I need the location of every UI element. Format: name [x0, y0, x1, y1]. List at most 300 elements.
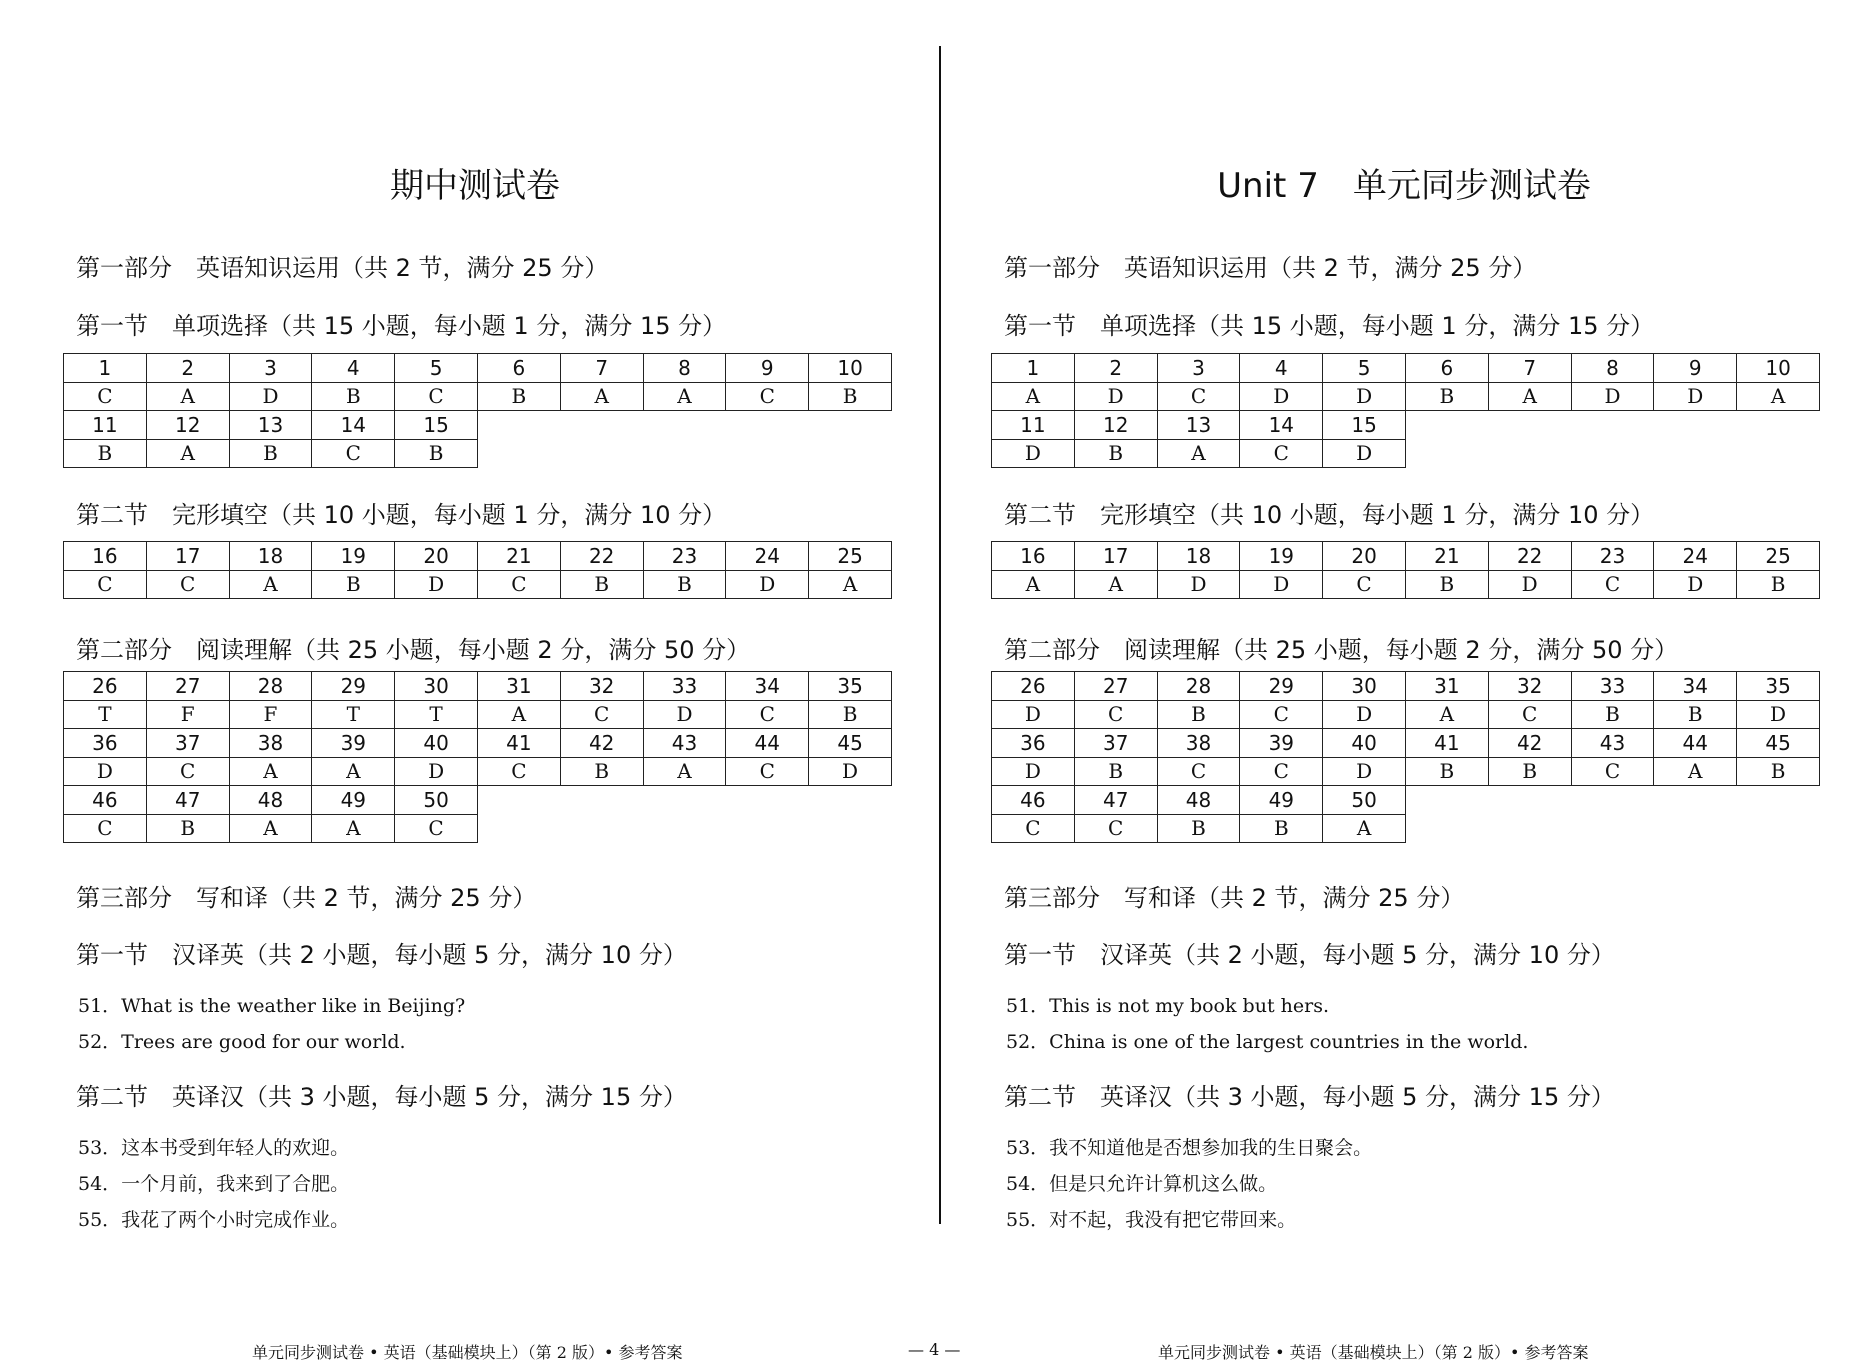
answer-cell: B	[312, 382, 395, 411]
answer-cell: C	[477, 757, 560, 786]
question-number-cell: 5	[395, 354, 478, 383]
page-title: 期中测试卷	[390, 166, 560, 206]
empty-cell	[477, 411, 560, 440]
question-number-cell: 6	[477, 354, 560, 383]
empty-cell	[1405, 786, 1488, 815]
footer-left-text: 单元同步测试卷 • 英语（基础模块上）（第 2 版）• 参考答案	[252, 1343, 683, 1362]
answer-cell: B	[1405, 757, 1488, 786]
empty-cell	[809, 786, 892, 815]
answer-cell: A	[992, 382, 1075, 411]
part1-heading: 第一部分 英语知识运用（共 2 节，满分 25 分）	[76, 254, 609, 282]
answer-cell: D	[1323, 439, 1406, 468]
answer-cell: T	[64, 700, 147, 729]
question-number-cell: 13	[229, 411, 312, 440]
answer-cell: T	[395, 700, 478, 729]
question-number-cell: 25	[1737, 542, 1820, 571]
question-number-cell: 44	[1654, 729, 1737, 758]
question-number-cell: 37	[1074, 729, 1157, 758]
answer-cell: D	[1571, 382, 1654, 411]
question-number-cell: 40	[1323, 729, 1406, 758]
question-number-cell: 5	[1323, 354, 1406, 383]
question-number-cell: 3	[229, 354, 312, 383]
question-number-row	[64, 542, 892, 571]
answer-cell: D	[64, 757, 147, 786]
question-number-cell: 35	[809, 672, 892, 701]
answer-cell: B	[809, 700, 892, 729]
empty-cell	[1654, 411, 1737, 440]
part1-section1-heading: 第一节 单项选择（共 15 小题，每小题 1 分，满分 15 分）	[1004, 312, 1655, 340]
question-number-cell: 17	[1074, 542, 1157, 571]
question-number-cell: 2	[1074, 354, 1157, 383]
answer-cell: C	[64, 382, 147, 411]
answer-cell: C	[726, 382, 809, 411]
answer-54: 54．但是只允许计算机这么做。	[1006, 1173, 1278, 1195]
answer-cell: D	[395, 570, 478, 599]
empty-cell	[560, 439, 643, 468]
answer-cell: A	[229, 757, 312, 786]
question-number-cell: 32	[560, 672, 643, 701]
question-number-cell: 11	[992, 411, 1075, 440]
question-number-cell: 18	[1157, 542, 1240, 571]
empty-cell	[1571, 814, 1654, 843]
answer-52: 52．China is one of the largest countries in the world.	[1006, 1031, 1529, 1053]
answer-cell: C	[64, 570, 147, 599]
question-number-row	[64, 354, 892, 383]
empty-cell	[809, 439, 892, 468]
question-number-cell: 6	[1405, 354, 1488, 383]
answer-grid-2	[991, 541, 1820, 599]
answer-row	[64, 757, 892, 786]
question-number-cell: 46	[992, 786, 1075, 815]
question-number-cell: 15	[1323, 411, 1406, 440]
answer-cell: B	[1074, 757, 1157, 786]
question-number-cell: 8	[1571, 354, 1654, 383]
part3-heading: 第三部分 写和译（共 2 节，满分 25 分）	[1004, 884, 1465, 912]
answer-cell: A	[1737, 382, 1820, 411]
answer-cell: C	[992, 814, 1075, 843]
empty-cell	[1488, 411, 1571, 440]
question-number-cell: 22	[560, 542, 643, 571]
answer-cell: D	[1157, 570, 1240, 599]
question-number-cell: 33	[1571, 672, 1654, 701]
left-column	[0, 0, 936, 1361]
answer-cell: D	[992, 439, 1075, 468]
part3-section2-heading: 第二节 英译汉（共 3 小题，每小题 5 分，满分 15 分）	[76, 1083, 687, 1111]
question-number-cell: 27	[146, 672, 229, 701]
answer-cell: C	[64, 814, 147, 843]
answer-cell: A	[477, 700, 560, 729]
answer-row	[64, 382, 892, 411]
answer-54: 54．一个月前，我来到了合肥。	[78, 1173, 350, 1195]
part1-section2-heading: 第二节 完形填空（共 10 小题，每小题 1 分，满分 10 分）	[1004, 501, 1655, 529]
answer-cell: C	[146, 570, 229, 599]
answer-cell: B	[312, 570, 395, 599]
question-number-cell: 22	[1488, 542, 1571, 571]
answer-row	[64, 570, 892, 599]
question-number-cell: 19	[1240, 542, 1323, 571]
empty-cell	[1654, 439, 1737, 468]
answer-grid-3	[991, 671, 1820, 843]
answer-cell: C	[1488, 700, 1571, 729]
empty-cell	[1571, 786, 1654, 815]
answer-cell: D	[809, 757, 892, 786]
question-number-cell: 21	[477, 542, 560, 571]
answer-cell: D	[1323, 757, 1406, 786]
empty-cell	[560, 814, 643, 843]
answer-cell: D	[1074, 382, 1157, 411]
answer-cell: B	[1405, 382, 1488, 411]
answer-cell: B	[395, 439, 478, 468]
question-number-cell: 36	[64, 729, 147, 758]
question-number-cell: 49	[312, 786, 395, 815]
question-number-cell: 24	[726, 542, 809, 571]
question-number-cell: 33	[643, 672, 726, 701]
answer-cell: B	[1405, 570, 1488, 599]
question-number-cell: 35	[1737, 672, 1820, 701]
question-number-row	[992, 542, 1820, 571]
answer-55: 55．对不起，我没有把它带回来。	[1006, 1209, 1297, 1231]
answer-cell: C	[726, 757, 809, 786]
question-number-cell: 30	[395, 672, 478, 701]
answer-cell: C	[1157, 382, 1240, 411]
question-number-cell: 38	[1157, 729, 1240, 758]
question-number-cell: 48	[1157, 786, 1240, 815]
question-number-row	[64, 411, 892, 440]
answer-cell: A	[1157, 439, 1240, 468]
answer-cell: C	[1323, 570, 1406, 599]
answer-cell: D	[1488, 570, 1571, 599]
answer-cell: D	[726, 570, 809, 599]
question-number-cell: 10	[1737, 354, 1820, 383]
question-number-cell: 26	[992, 672, 1075, 701]
question-number-row	[992, 354, 1820, 383]
question-number-cell: 18	[229, 542, 312, 571]
answer-53: 53．我不知道他是否想参加我的生日聚会。	[1006, 1137, 1373, 1159]
question-number-cell: 15	[395, 411, 478, 440]
answer-cell: A	[312, 757, 395, 786]
answer-cell: C	[1074, 814, 1157, 843]
answer-row	[992, 700, 1820, 729]
answer-cell: D	[1654, 570, 1737, 599]
answer-cell: B	[560, 757, 643, 786]
part3-section1-heading: 第一节 汉译英（共 2 小题，每小题 5 分，满分 10 分）	[1004, 941, 1615, 969]
answer-row	[992, 382, 1820, 411]
answer-cell: C	[146, 757, 229, 786]
answer-cell: D	[1737, 700, 1820, 729]
empty-cell	[809, 814, 892, 843]
answer-52: 52．Trees are good for our world.	[78, 1031, 406, 1053]
answer-cell: B	[1157, 700, 1240, 729]
part3-section1-heading: 第一节 汉译英（共 2 小题，每小题 5 分，满分 10 分）	[76, 941, 687, 969]
answer-cell: D	[1323, 700, 1406, 729]
question-number-cell: 26	[64, 672, 147, 701]
answer-grid-1	[63, 353, 892, 468]
part1-section1-heading: 第一节 单项选择（共 15 小题，每小题 1 分，满分 15 分）	[76, 312, 727, 340]
page-title: Unit 7 单元同步测试卷	[1217, 166, 1591, 206]
empty-cell	[1737, 814, 1820, 843]
question-number-cell: 11	[64, 411, 147, 440]
question-number-cell: 27	[1074, 672, 1157, 701]
question-number-cell: 20	[1323, 542, 1406, 571]
answer-cell: B	[560, 570, 643, 599]
question-number-cell: 47	[1074, 786, 1157, 815]
question-number-cell: 14	[1240, 411, 1323, 440]
question-number-cell: 44	[726, 729, 809, 758]
part2-heading: 第二部分 阅读理解（共 25 小题，每小题 2 分，满分 50 分）	[76, 636, 751, 664]
answer-cell: B	[1654, 700, 1737, 729]
answer-cell: B	[146, 814, 229, 843]
empty-cell	[1405, 439, 1488, 468]
answer-cell: A	[1488, 382, 1571, 411]
question-number-row	[992, 729, 1820, 758]
answer-cell: D	[1240, 382, 1323, 411]
question-number-cell: 20	[395, 542, 478, 571]
empty-cell	[477, 814, 560, 843]
answer-grid-3	[63, 671, 892, 843]
page-number: — 4 —	[908, 1340, 961, 1359]
answer-cell: B	[1737, 757, 1820, 786]
right-column	[936, 0, 1872, 1361]
answer-cell: A	[229, 570, 312, 599]
empty-cell	[726, 814, 809, 843]
empty-cell	[1737, 786, 1820, 815]
answer-cell: B	[1240, 814, 1323, 843]
answer-cell: C	[477, 570, 560, 599]
answer-cell: B	[477, 382, 560, 411]
empty-cell	[560, 411, 643, 440]
answer-cell: D	[1323, 382, 1406, 411]
question-number-cell: 34	[726, 672, 809, 701]
question-number-cell: 43	[643, 729, 726, 758]
empty-cell	[726, 411, 809, 440]
answer-cell: A	[1323, 814, 1406, 843]
question-number-cell: 7	[560, 354, 643, 383]
question-number-cell: 50	[1323, 786, 1406, 815]
part2-heading: 第二部分 阅读理解（共 25 小题，每小题 2 分，满分 50 分）	[1004, 636, 1679, 664]
question-number-cell: 36	[992, 729, 1075, 758]
question-number-cell: 16	[64, 542, 147, 571]
question-number-cell: 41	[477, 729, 560, 758]
question-number-cell: 23	[1571, 542, 1654, 571]
answer-cell: B	[1157, 814, 1240, 843]
question-number-row	[64, 729, 892, 758]
empty-cell	[1405, 814, 1488, 843]
answer-cell: D	[992, 757, 1075, 786]
answer-cell: A	[1654, 757, 1737, 786]
answer-cell: B	[809, 382, 892, 411]
part3-section2-heading: 第二节 英译汉（共 3 小题，每小题 5 分，满分 15 分）	[1004, 1083, 1615, 1111]
answer-cell: C	[1240, 439, 1323, 468]
answer-cell: B	[1074, 439, 1157, 468]
question-number-cell: 10	[809, 354, 892, 383]
question-number-cell: 1	[64, 354, 147, 383]
answer-cell: C	[1571, 570, 1654, 599]
question-number-cell: 42	[1488, 729, 1571, 758]
answer-cell: A	[643, 382, 726, 411]
part1-section2-heading: 第二节 完形填空（共 10 小题，每小题 1 分，满分 10 分）	[76, 501, 727, 529]
question-number-cell: 34	[1654, 672, 1737, 701]
answer-row	[992, 814, 1820, 843]
question-number-cell: 9	[1654, 354, 1737, 383]
answer-cell: D	[643, 700, 726, 729]
question-number-row	[992, 672, 1820, 701]
question-number-cell: 2	[146, 354, 229, 383]
question-number-cell: 45	[809, 729, 892, 758]
answer-grid-1	[991, 353, 1820, 468]
question-number-cell: 7	[1488, 354, 1571, 383]
question-number-cell: 25	[809, 542, 892, 571]
answer-cell: D	[229, 382, 312, 411]
question-number-cell: 3	[1157, 354, 1240, 383]
question-number-cell: 23	[643, 542, 726, 571]
question-number-cell: 31	[1405, 672, 1488, 701]
question-number-cell: 43	[1571, 729, 1654, 758]
question-number-cell: 45	[1737, 729, 1820, 758]
answer-cell: T	[312, 700, 395, 729]
answer-row	[64, 700, 892, 729]
answer-cell: F	[146, 700, 229, 729]
question-number-cell: 21	[1405, 542, 1488, 571]
answer-cell: A	[1074, 570, 1157, 599]
answer-grid-2	[63, 541, 892, 599]
question-number-cell: 38	[229, 729, 312, 758]
question-number-cell: 19	[312, 542, 395, 571]
empty-cell	[643, 411, 726, 440]
answer-cell: B	[229, 439, 312, 468]
answer-cell: C	[560, 700, 643, 729]
empty-cell	[1405, 411, 1488, 440]
answer-cell: A	[643, 757, 726, 786]
question-number-row	[64, 786, 892, 815]
empty-cell	[1571, 439, 1654, 468]
empty-cell	[809, 411, 892, 440]
question-number-cell: 42	[560, 729, 643, 758]
empty-cell	[1654, 814, 1737, 843]
question-number-cell: 29	[1240, 672, 1323, 701]
part1-heading: 第一部分 英语知识运用（共 2 节，满分 25 分）	[1004, 254, 1537, 282]
answer-cell: A	[560, 382, 643, 411]
empty-cell	[643, 814, 726, 843]
question-number-cell: 16	[992, 542, 1075, 571]
question-number-cell: 40	[395, 729, 478, 758]
answer-row	[64, 439, 892, 468]
question-number-row	[992, 411, 1820, 440]
empty-cell	[560, 786, 643, 815]
question-number-cell: 50	[395, 786, 478, 815]
answer-cell: B	[1488, 757, 1571, 786]
answer-cell: B	[643, 570, 726, 599]
question-number-cell: 31	[477, 672, 560, 701]
empty-cell	[1488, 814, 1571, 843]
question-number-cell: 12	[146, 411, 229, 440]
answer-cell: C	[1157, 757, 1240, 786]
empty-cell	[1737, 439, 1820, 468]
footer-right-text: 单元同步测试卷 • 英语（基础模块上）（第 2 版）• 参考答案	[1158, 1343, 1589, 1362]
question-number-row	[64, 672, 892, 701]
empty-cell	[726, 786, 809, 815]
answer-51: 51．This is not my book but hers.	[1006, 995, 1329, 1017]
question-number-cell: 1	[992, 354, 1075, 383]
answer-cell: B	[1737, 570, 1820, 599]
question-number-cell: 12	[1074, 411, 1157, 440]
answer-51: 51．What is the weather like in Beijing?	[78, 995, 466, 1017]
question-number-cell: 29	[312, 672, 395, 701]
answer-cell: C	[1571, 757, 1654, 786]
answer-cell: A	[1405, 700, 1488, 729]
answer-cell: A	[146, 439, 229, 468]
empty-cell	[1488, 439, 1571, 468]
answer-53: 53．这本书受到年轻人的欢迎。	[78, 1137, 350, 1159]
answer-cell: B	[64, 439, 147, 468]
answer-55: 55．我花了两个小时完成作业。	[78, 1209, 350, 1231]
answer-row	[992, 439, 1820, 468]
answer-cell: C	[312, 439, 395, 468]
question-number-cell: 30	[1323, 672, 1406, 701]
question-number-cell: 24	[1654, 542, 1737, 571]
empty-cell	[1654, 786, 1737, 815]
empty-cell	[1571, 411, 1654, 440]
answer-cell: C	[1240, 700, 1323, 729]
answer-cell: C	[726, 700, 809, 729]
answer-cell: D	[1240, 570, 1323, 599]
answer-cell: F	[229, 700, 312, 729]
question-number-cell: 28	[229, 672, 312, 701]
empty-cell	[1737, 411, 1820, 440]
empty-cell	[726, 439, 809, 468]
part3-heading: 第三部分 写和译（共 2 节，满分 25 分）	[76, 884, 537, 912]
answer-cell: C	[1240, 757, 1323, 786]
question-number-cell: 17	[146, 542, 229, 571]
question-number-cell: 39	[1240, 729, 1323, 758]
question-number-cell: 4	[1240, 354, 1323, 383]
answer-cell: C	[1074, 700, 1157, 729]
empty-cell	[477, 439, 560, 468]
question-number-cell: 4	[312, 354, 395, 383]
answer-cell: A	[992, 570, 1075, 599]
question-number-cell: 8	[643, 354, 726, 383]
empty-cell	[643, 786, 726, 815]
answer-cell: A	[229, 814, 312, 843]
empty-cell	[477, 786, 560, 815]
question-number-cell: 48	[229, 786, 312, 815]
question-number-cell: 39	[312, 729, 395, 758]
answer-cell: A	[312, 814, 395, 843]
question-number-cell: 49	[1240, 786, 1323, 815]
answer-cell: C	[395, 814, 478, 843]
question-number-cell: 14	[312, 411, 395, 440]
question-number-cell: 28	[1157, 672, 1240, 701]
answer-cell: B	[1571, 700, 1654, 729]
answer-cell: A	[146, 382, 229, 411]
answer-row	[64, 814, 892, 843]
answer-cell: A	[809, 570, 892, 599]
empty-cell	[643, 439, 726, 468]
answer-cell: D	[992, 700, 1075, 729]
empty-cell	[1488, 786, 1571, 815]
answer-cell: D	[395, 757, 478, 786]
question-number-row	[992, 786, 1820, 815]
question-number-cell: 13	[1157, 411, 1240, 440]
answer-row	[992, 570, 1820, 599]
question-number-cell: 41	[1405, 729, 1488, 758]
question-number-cell: 47	[146, 786, 229, 815]
question-number-cell: 46	[64, 786, 147, 815]
answer-row	[992, 757, 1820, 786]
question-number-cell: 37	[146, 729, 229, 758]
answer-cell: C	[395, 382, 478, 411]
answer-cell: D	[1654, 382, 1737, 411]
question-number-cell: 9	[726, 354, 809, 383]
